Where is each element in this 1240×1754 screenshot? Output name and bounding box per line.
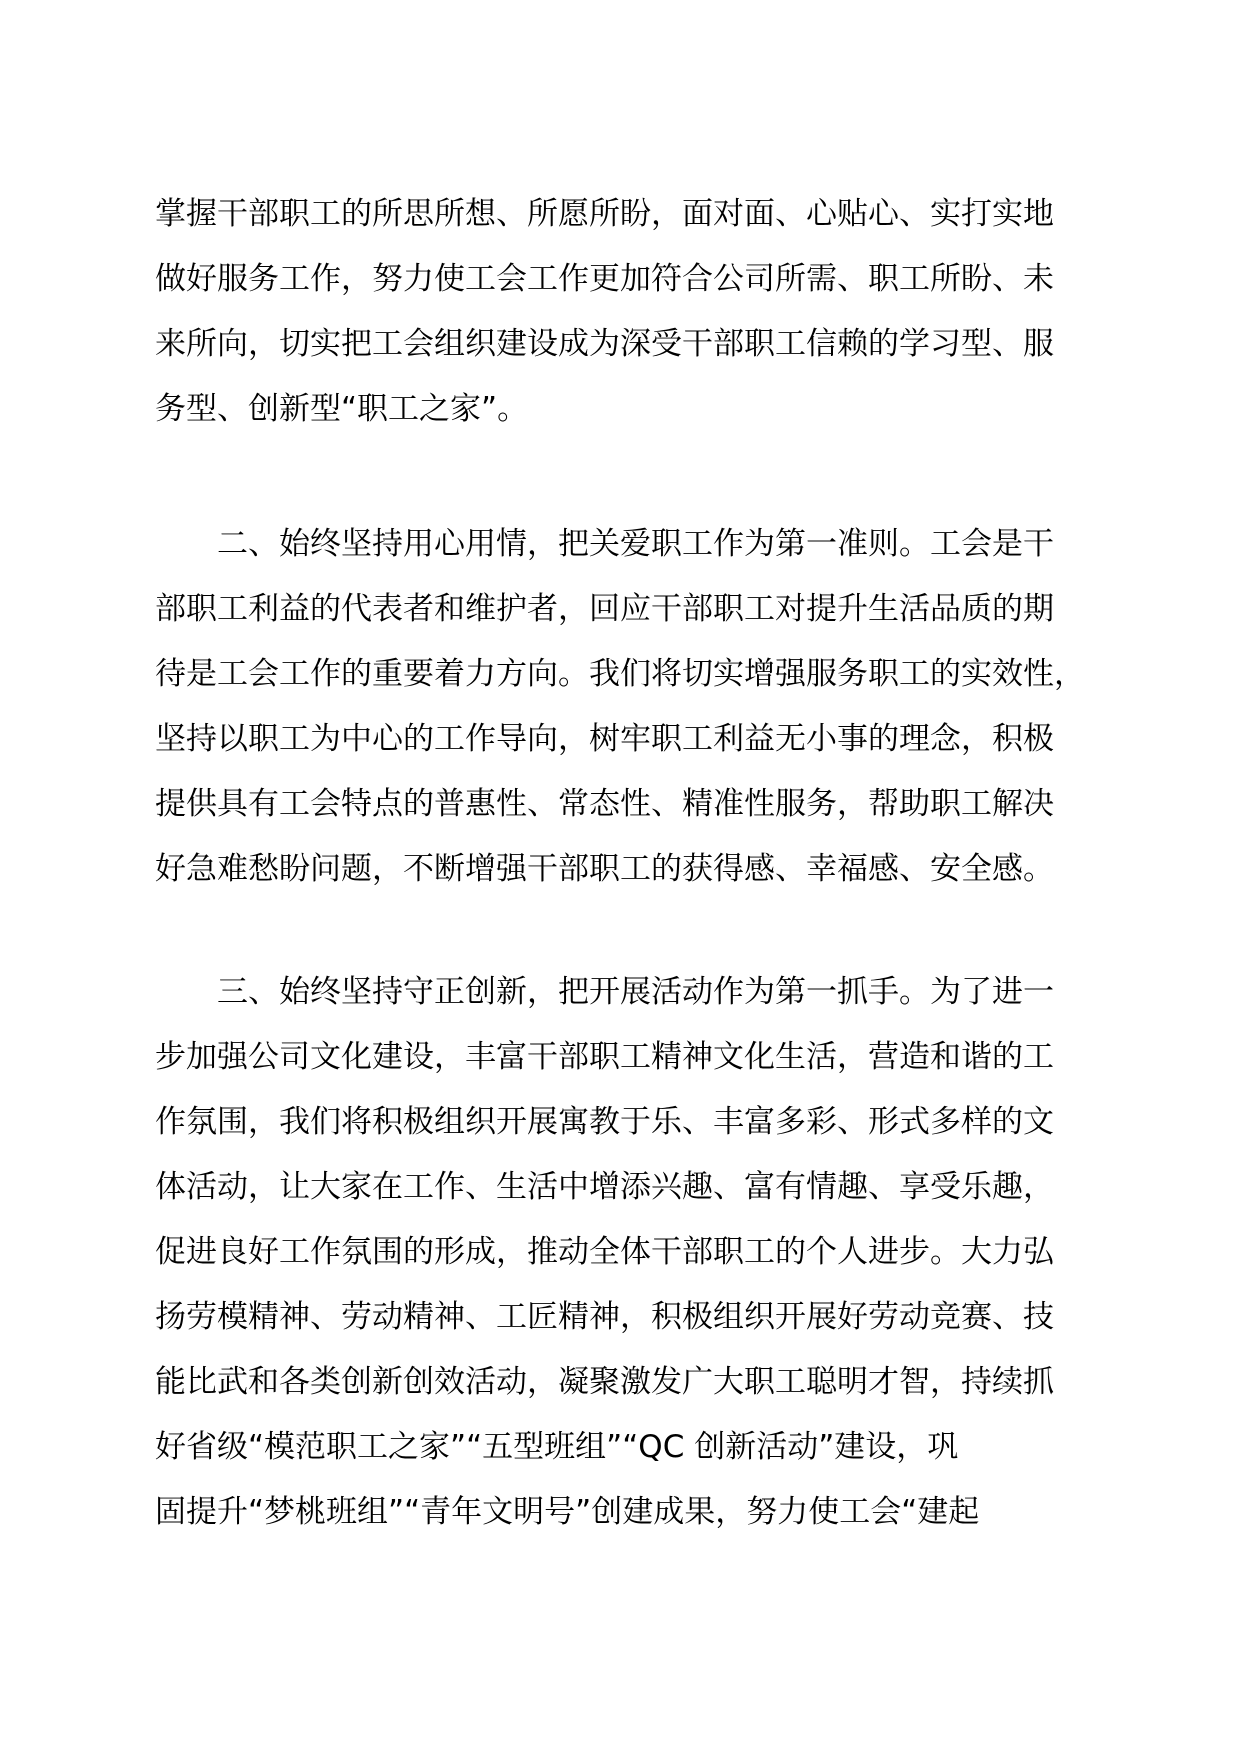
text-line: 二、始终坚持用心用情，把关爱职工作为第一准则。工会是干	[217, 526, 1054, 562]
text-line: 好省级“模范职工之家”“五型班组”“QC 创新活动”建设，巩	[155, 1429, 959, 1465]
text-line: 掌握干部职工的所思所想、所愿所盼，面对面、心贴心、实打实地	[155, 196, 1054, 232]
text-line: 坚持以职工为中心的工作导向，树牢职工利益无小事的理念，积极	[155, 721, 1054, 757]
paragraph-continuation	[155, 182, 1085, 442]
text-line: 能比武和各类创新创效活动，凝聚激发广大职工聪明才智，持续抓	[155, 1364, 1054, 1400]
text-line: 作氛围，我们将积极组织开展寓教于乐、丰富多彩、形式多样的文	[155, 1104, 1054, 1140]
text-line: 部职工利益的代表者和维护者，回应干部职工对提升生活品质的期	[155, 591, 1054, 627]
text-line: 扬劳模精神、劳动精神、工匠精神，积极组织开展好劳动竞赛、技	[155, 1299, 1054, 1335]
text-line: 好急难愁盼问题，不断增强干部职工的获得感、幸福感、安全感。	[155, 851, 1054, 887]
text-line: 来所向，切实把工会组织建设成为深受干部职工信赖的学习型、服	[155, 326, 1054, 362]
paragraph-section-two	[155, 512, 1085, 902]
text-line: 固提升“梦桃班组”“青年文明号”创建成果，努力使工会“建起	[155, 1494, 980, 1530]
paragraph-section-three	[155, 960, 1085, 1545]
text-line: 提供具有工会特点的普惠性、常态性、精准性服务，帮助职工解决	[155, 786, 1054, 822]
text-line: 步加强公司文化建设，丰富干部职工精神文化生活，营造和谐的工	[155, 1039, 1054, 1075]
text-line: 待是工会工作的重要着力方向。我们将切实增强服务职工的实效性，	[155, 656, 1085, 692]
text-line: 三、始终坚持守正创新，把开展活动作为第一抓手。为了进一	[217, 974, 1054, 1010]
text-line: 促进良好工作氛围的形成，推动全体干部职工的个人进步。大力弘	[155, 1234, 1054, 1270]
text-line: 体活动，让大家在工作、生活中增添兴趣、富有情趣、享受乐趣，	[155, 1169, 1054, 1205]
text-line: 做好服务工作，努力使工会工作更加符合公司所需、职工所盼、未	[155, 261, 1054, 297]
text-line: 务型、创新型“职工之家”。	[155, 391, 529, 427]
